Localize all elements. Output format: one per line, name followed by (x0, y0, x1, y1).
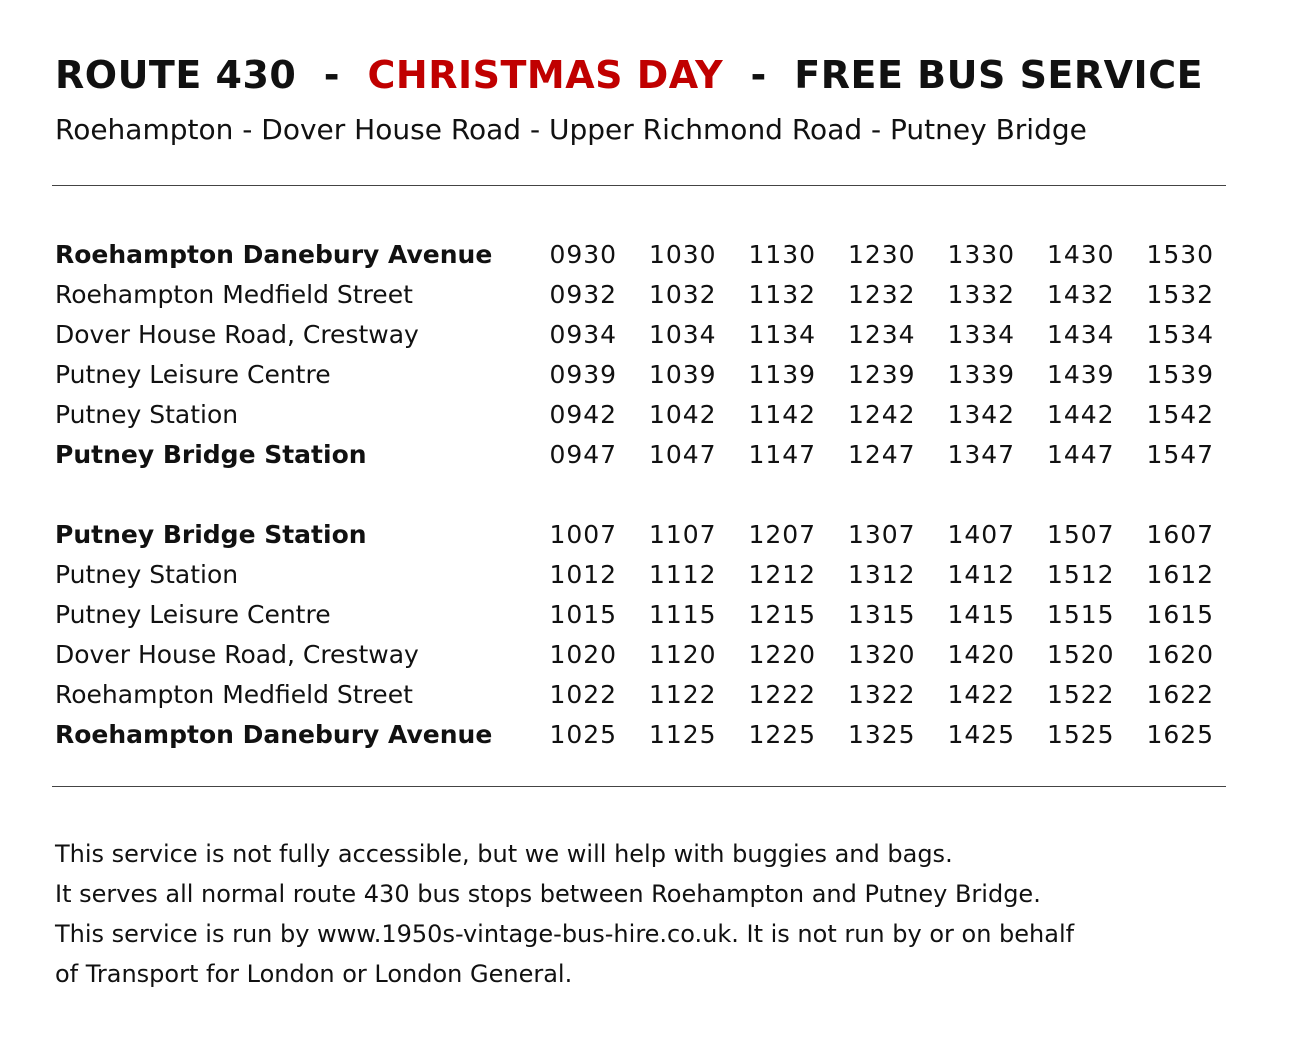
stop-name: Putney Leisure Centre (55, 359, 331, 389)
departure-times (534, 280, 1231, 309)
departure-time: 1022 (549, 679, 618, 709)
departure-time: 1547 (1146, 439, 1215, 469)
timetable-row (55, 234, 1230, 274)
note-line: This service is not fully accessible, but we will help with buggies and bags. (55, 840, 953, 868)
stop-name: Roehampton Medfield Street (55, 279, 413, 309)
departure-time: 1222 (748, 679, 817, 709)
inbound-timetable (55, 514, 1230, 754)
departure-time: 1330 (947, 239, 1016, 269)
stop-name: Roehampton Danebury Avenue (55, 719, 493, 749)
departure-time: 1307 (847, 519, 916, 549)
bottom-divider (52, 786, 1226, 787)
timetable-row (55, 394, 1230, 434)
departure-time: 1620 (1146, 639, 1215, 669)
departure-time: 1112 (648, 559, 717, 589)
stop-name: Roehampton Medfield Street (55, 679, 413, 709)
page-title (55, 50, 1203, 100)
departure-time: 0930 (549, 239, 618, 269)
departure-time: 1430 (1046, 239, 1115, 269)
departure-time: 1007 (549, 519, 618, 549)
departure-time: 1615 (1146, 599, 1215, 629)
departure-time: 1047 (648, 439, 717, 469)
timetable-row (55, 274, 1230, 314)
departure-times (534, 720, 1231, 749)
departure-times (534, 640, 1231, 669)
departure-time: 1412 (947, 559, 1016, 589)
departure-time: 1607 (1146, 519, 1215, 549)
departure-time: 1342 (947, 399, 1016, 429)
departure-time: 1425 (947, 719, 1016, 749)
stop-name: Putney Bridge Station (55, 519, 367, 549)
departure-times (534, 600, 1231, 629)
departure-time: 1139 (748, 359, 817, 389)
departure-time: 1034 (648, 319, 717, 349)
timetable-row (55, 514, 1230, 554)
departure-time: 1315 (847, 599, 916, 629)
departure-time: 0934 (549, 319, 618, 349)
departure-time: 1347 (947, 439, 1016, 469)
title-free-service: - FREE BUS SERVICE (723, 53, 1204, 97)
service-notes (55, 834, 1074, 994)
departure-time: 1612 (1146, 559, 1215, 589)
departure-time: 1542 (1146, 399, 1215, 429)
timetable-row (55, 634, 1230, 674)
stop-name: Putney Station (55, 399, 239, 429)
stop-name: Dover House Road, Crestway (55, 639, 419, 669)
note-line: It serves all normal route 430 bus stops between Roehampton and Putney Bridge. (55, 880, 1041, 908)
departure-time: 0939 (549, 359, 618, 389)
departure-time: 0932 (549, 279, 618, 309)
departure-time: 1407 (947, 519, 1016, 549)
departure-times (534, 320, 1231, 349)
departure-time: 1512 (1046, 559, 1115, 589)
departure-time: 1625 (1146, 719, 1215, 749)
departure-time: 1332 (947, 279, 1016, 309)
departure-time: 1242 (847, 399, 916, 429)
departure-time: 1534 (1146, 319, 1215, 349)
stop-name: Putney Bridge Station (55, 439, 367, 469)
outbound-timetable (55, 234, 1230, 474)
departure-time: 1320 (847, 639, 916, 669)
departure-time: 1039 (648, 359, 717, 389)
timetable-row (55, 434, 1230, 474)
departure-time: 1212 (748, 559, 817, 589)
departure-time: 1130 (748, 239, 817, 269)
departure-time: 1020 (549, 639, 618, 669)
timetable-row (55, 554, 1230, 594)
departure-time: 1532 (1146, 279, 1215, 309)
departure-times (534, 440, 1231, 469)
departure-time: 1207 (748, 519, 817, 549)
departure-time: 1215 (748, 599, 817, 629)
departure-time: 1530 (1146, 239, 1215, 269)
departure-time: 1107 (648, 519, 717, 549)
timetable-row (55, 314, 1230, 354)
departure-time: 1220 (748, 639, 817, 669)
stop-name: Dover House Road, Crestway (55, 319, 419, 349)
departure-time: 1232 (847, 279, 916, 309)
departure-time: 1225 (748, 719, 817, 749)
departure-time: 1125 (648, 719, 717, 749)
departure-time: 1339 (947, 359, 1016, 389)
departure-time: 1134 (748, 319, 817, 349)
departure-time: 1422 (947, 679, 1016, 709)
departure-times (534, 520, 1231, 549)
top-divider (52, 185, 1226, 186)
departure-time: 1142 (748, 399, 817, 429)
departure-time: 1325 (847, 719, 916, 749)
departure-time: 1122 (648, 679, 717, 709)
departure-time: 1120 (648, 639, 717, 669)
note-line: This service is run by www.1950s-vintage-bus-hire.co.uk. It is not run by or on behalf (55, 920, 1075, 948)
departure-time: 1439 (1046, 359, 1115, 389)
timetable-row (55, 674, 1230, 714)
departure-time: 1239 (847, 359, 916, 389)
departure-time: 1622 (1146, 679, 1215, 709)
note-line: of Transport for London or London General. (55, 960, 573, 988)
stop-name: Putney Leisure Centre (55, 599, 331, 629)
departure-time: 1334 (947, 319, 1016, 349)
title-route: ROUTE 430 - (55, 53, 368, 97)
departure-time: 1042 (648, 399, 717, 429)
departure-time: 1420 (947, 639, 1016, 669)
departure-times (534, 240, 1231, 269)
departure-time: 1507 (1046, 519, 1115, 549)
departure-times (534, 360, 1231, 389)
departure-time: 1247 (847, 439, 916, 469)
departure-time: 1032 (648, 279, 717, 309)
departure-time: 1322 (847, 679, 916, 709)
title-christmas-day: CHRISTMAS DAY (367, 53, 724, 97)
departure-time: 1442 (1046, 399, 1115, 429)
departure-time: 1132 (748, 279, 817, 309)
departure-time: 1434 (1046, 319, 1115, 349)
stop-name: Roehampton Danebury Avenue (55, 239, 493, 269)
departure-time: 1312 (847, 559, 916, 589)
departure-time: 1539 (1146, 359, 1215, 389)
timetable-row (55, 714, 1230, 754)
timetable-row (55, 594, 1230, 634)
departure-time: 0947 (549, 439, 618, 469)
departure-time: 1415 (947, 599, 1016, 629)
departure-time: 1520 (1046, 639, 1115, 669)
departure-time: 1447 (1046, 439, 1115, 469)
departure-times (534, 400, 1231, 429)
departure-times (534, 560, 1231, 589)
departure-time: 1012 (549, 559, 618, 589)
departure-time: 1030 (648, 239, 717, 269)
departure-time: 1015 (549, 599, 618, 629)
departure-time: 1115 (648, 599, 717, 629)
departure-time: 1432 (1046, 279, 1115, 309)
departure-time: 1147 (748, 439, 817, 469)
departure-times (534, 680, 1231, 709)
timetable-row (55, 354, 1230, 394)
departure-time: 0942 (549, 399, 618, 429)
departure-time: 1522 (1046, 679, 1115, 709)
departure-time: 1234 (847, 319, 916, 349)
departure-time: 1025 (549, 719, 618, 749)
departure-time: 1515 (1046, 599, 1115, 629)
route-subtitle: Roehampton - Dover House Road - Upper Richmond Road - Putney Bridge (55, 113, 1087, 146)
departure-time: 1230 (847, 239, 916, 269)
stop-name: Putney Station (55, 559, 239, 589)
departure-time: 1525 (1046, 719, 1115, 749)
